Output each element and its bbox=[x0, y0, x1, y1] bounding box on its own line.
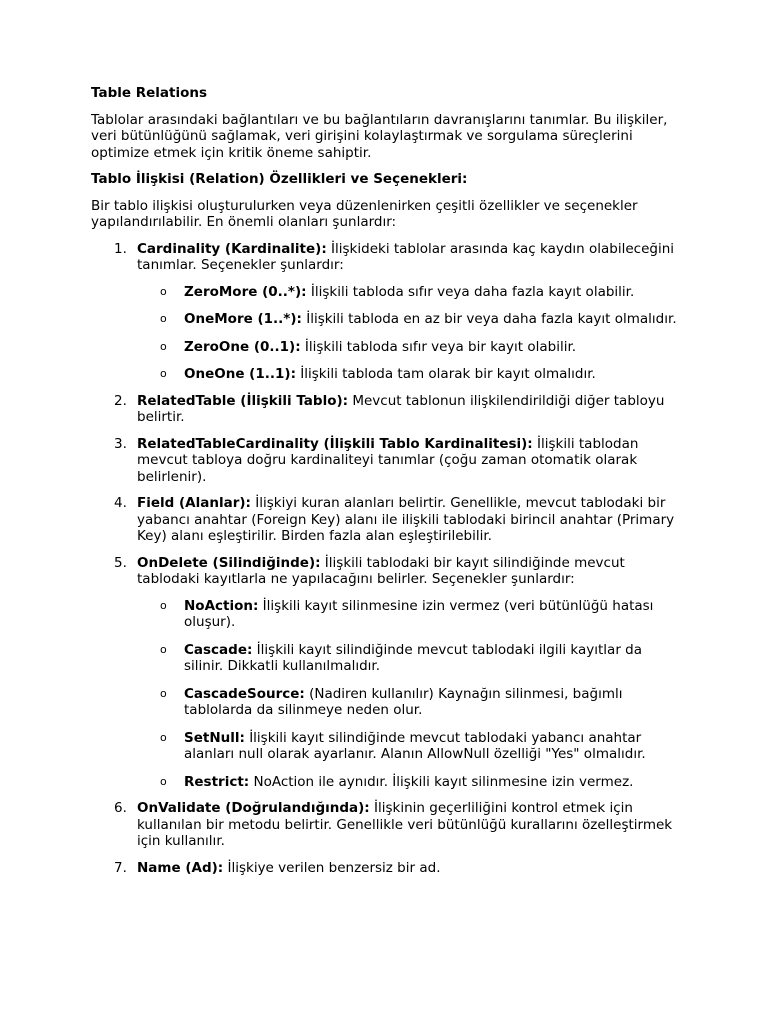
circle-bullet-icon: o bbox=[160, 312, 167, 325]
section-intro-paragraph: Bir tablo ilişkisi oluşturulurken veya düzenlenirken çeşitli özellikler ve seçenekler yapılandırılabilir. En önemli olanları şunlardır: bbox=[91, 197, 638, 230]
option-term: Restrict: bbox=[184, 773, 250, 790]
property-term: OnValidate (Doğrulandığında): bbox=[137, 800, 370, 816]
option-term: ZeroMore (0..*): bbox=[184, 283, 307, 300]
property-item bbox=[91, 800, 681, 850]
property-item bbox=[91, 555, 681, 791]
option-term: OneOne (1..1): bbox=[184, 366, 296, 382]
property-description: İlişkiye verilen benzersiz bir ad. bbox=[223, 859, 441, 876]
intro-paragraph: Tablolar arasındaki bağlantıları ve bu bağlantıların davranışlarını tanımlar. Bu ilişkiler, veri bütünlüğünü sağlamak, veri girişini kolaylaştırmak ve sorgulama süreçlerini optimize etmek için kritik öneme sahiptir. bbox=[91, 111, 668, 161]
option-term: ZeroOne (0..1): bbox=[184, 338, 301, 355]
property-description: İlişkiyi kuran alanları belirtir. Genellikle, mevcut tablodaki bir yabancı anahtar (Foreign Key) alanı ile ilişkili tablodaki birincil anahtar (Primary Key) alanı eşleştirilir. Birden fazla alan eşleştirilebilir. bbox=[137, 495, 675, 544]
circle-bullet-icon: o bbox=[160, 774, 167, 788]
document-title: Table Relations bbox=[91, 85, 208, 101]
option-description: İlişkili kayıt silindiğinde mevcut tablodaki ilgili kayıtlar da silinir. Dikkatli kullanılmalıdır. bbox=[184, 641, 643, 674]
list-number: 4. bbox=[114, 495, 127, 511]
option-term: NoAction: bbox=[184, 597, 259, 614]
option-description: İlişkili kayıt silinmesine izin vermez (veri bütünlüğü hatası oluşur). bbox=[184, 597, 654, 630]
circle-bullet-icon: o bbox=[160, 598, 167, 612]
option-item bbox=[137, 311, 681, 328]
circle-bullet-icon: o bbox=[160, 642, 167, 656]
option-item bbox=[137, 339, 681, 356]
option-description: İlişkili tabloda sıfır veya bir kayıt olabilir. bbox=[300, 338, 577, 355]
option-list bbox=[137, 598, 681, 791]
option-item bbox=[137, 774, 681, 791]
option-list bbox=[137, 284, 681, 383]
property-term: RelatedTableCardinality (İlişkili Tablo Kardinalitesi): bbox=[137, 435, 533, 452]
circle-bullet-icon: o bbox=[160, 686, 167, 700]
circle-bullet-icon: o bbox=[160, 367, 167, 380]
property-term: Cardinality (Kardinalite): bbox=[137, 240, 327, 257]
property-description: İlişkili tablodaki bir kayıt silindiğinde mevcut tablodaki kayıtlarla ne yapılacağını belirler. Seçenekler şunlardır: bbox=[137, 554, 625, 587]
property-description: Mevcut tablonun ilişkilendirildiği diğer tabloyu belirtir. bbox=[137, 392, 665, 425]
list-number: 3. bbox=[114, 435, 127, 452]
list-number: 5. bbox=[114, 554, 127, 571]
property-description: İlişkili tablodan mevcut tabloya doğru kardinaliteyi tanımlar (çoğu zaman otomatik olarak belirlenir). bbox=[137, 435, 639, 485]
property-item bbox=[91, 241, 681, 383]
property-item bbox=[91, 393, 681, 426]
option-term: SetNull: bbox=[184, 729, 245, 746]
circle-bullet-icon: o bbox=[160, 339, 167, 353]
circle-bullet-icon: o bbox=[160, 730, 167, 744]
option-term: OneMore (1..*): bbox=[184, 311, 302, 327]
circle-bullet-icon: o bbox=[160, 284, 167, 298]
property-term: OnDelete (Silindiğinde): bbox=[137, 554, 321, 571]
option-term: Cascade: bbox=[184, 641, 253, 658]
property-term: Field (Alanlar): bbox=[137, 495, 251, 511]
option-description: NoAction ile aynıdır. İlişkili kayıt silinmesine izin vermez. bbox=[249, 773, 634, 790]
option-item bbox=[137, 730, 681, 763]
option-item bbox=[137, 366, 681, 383]
option-item bbox=[137, 642, 681, 675]
option-description: İlişkili kayıt silindiğinde mevcut tablodaki yabancı anahtar alanları null olarak ayarlanır. Alanın AllowNull özelliği "Yes" olmalıdır. bbox=[184, 729, 646, 762]
list-number: 7. bbox=[114, 859, 127, 876]
property-term: RelatedTable (İlişkili Tablo): bbox=[137, 392, 349, 409]
property-item bbox=[91, 436, 681, 486]
document-content bbox=[91, 85, 681, 886]
property-description: İlişkinin geçerliliğini kontrol etmek için kullanılan bir metodu belirtir. Genellikle veri bütünlüğü kurallarını özelleştirmek için kullanılır. bbox=[137, 800, 673, 849]
option-description: İlişkili tabloda tam olarak bir kayıt olmalıdır. bbox=[295, 366, 596, 382]
option-term: CascadeSource: bbox=[184, 685, 305, 702]
list-number: 6. bbox=[114, 800, 127, 816]
property-item bbox=[91, 495, 681, 545]
property-description: İlişkideki tablolar arasında kaç kaydın olabileceğini tanımlar. Seçenekler şunlardır: bbox=[137, 240, 675, 273]
option-item bbox=[137, 598, 681, 631]
section-heading: Tablo İlişkisi (Relation) Özellikleri ve Seçenekleri: bbox=[91, 171, 468, 187]
option-item bbox=[137, 686, 681, 719]
list-number: 2. bbox=[114, 392, 127, 409]
properties-list bbox=[91, 241, 681, 877]
option-item bbox=[137, 284, 681, 301]
option-description: İlişkili tabloda en az bir veya daha fazla kayıt olmalıdır. bbox=[301, 311, 677, 327]
list-number: 1. bbox=[114, 240, 127, 257]
option-description: (Nadiren kullanılır) Kaynağın silinmesi, bağımlı tablolarda da silinmeye neden olur. bbox=[184, 685, 623, 718]
property-term: Name (Ad): bbox=[137, 859, 224, 876]
option-description: İlişkili tabloda sıfır veya daha fazla kayıt olabilir. bbox=[306, 283, 635, 300]
property-item bbox=[91, 860, 681, 877]
